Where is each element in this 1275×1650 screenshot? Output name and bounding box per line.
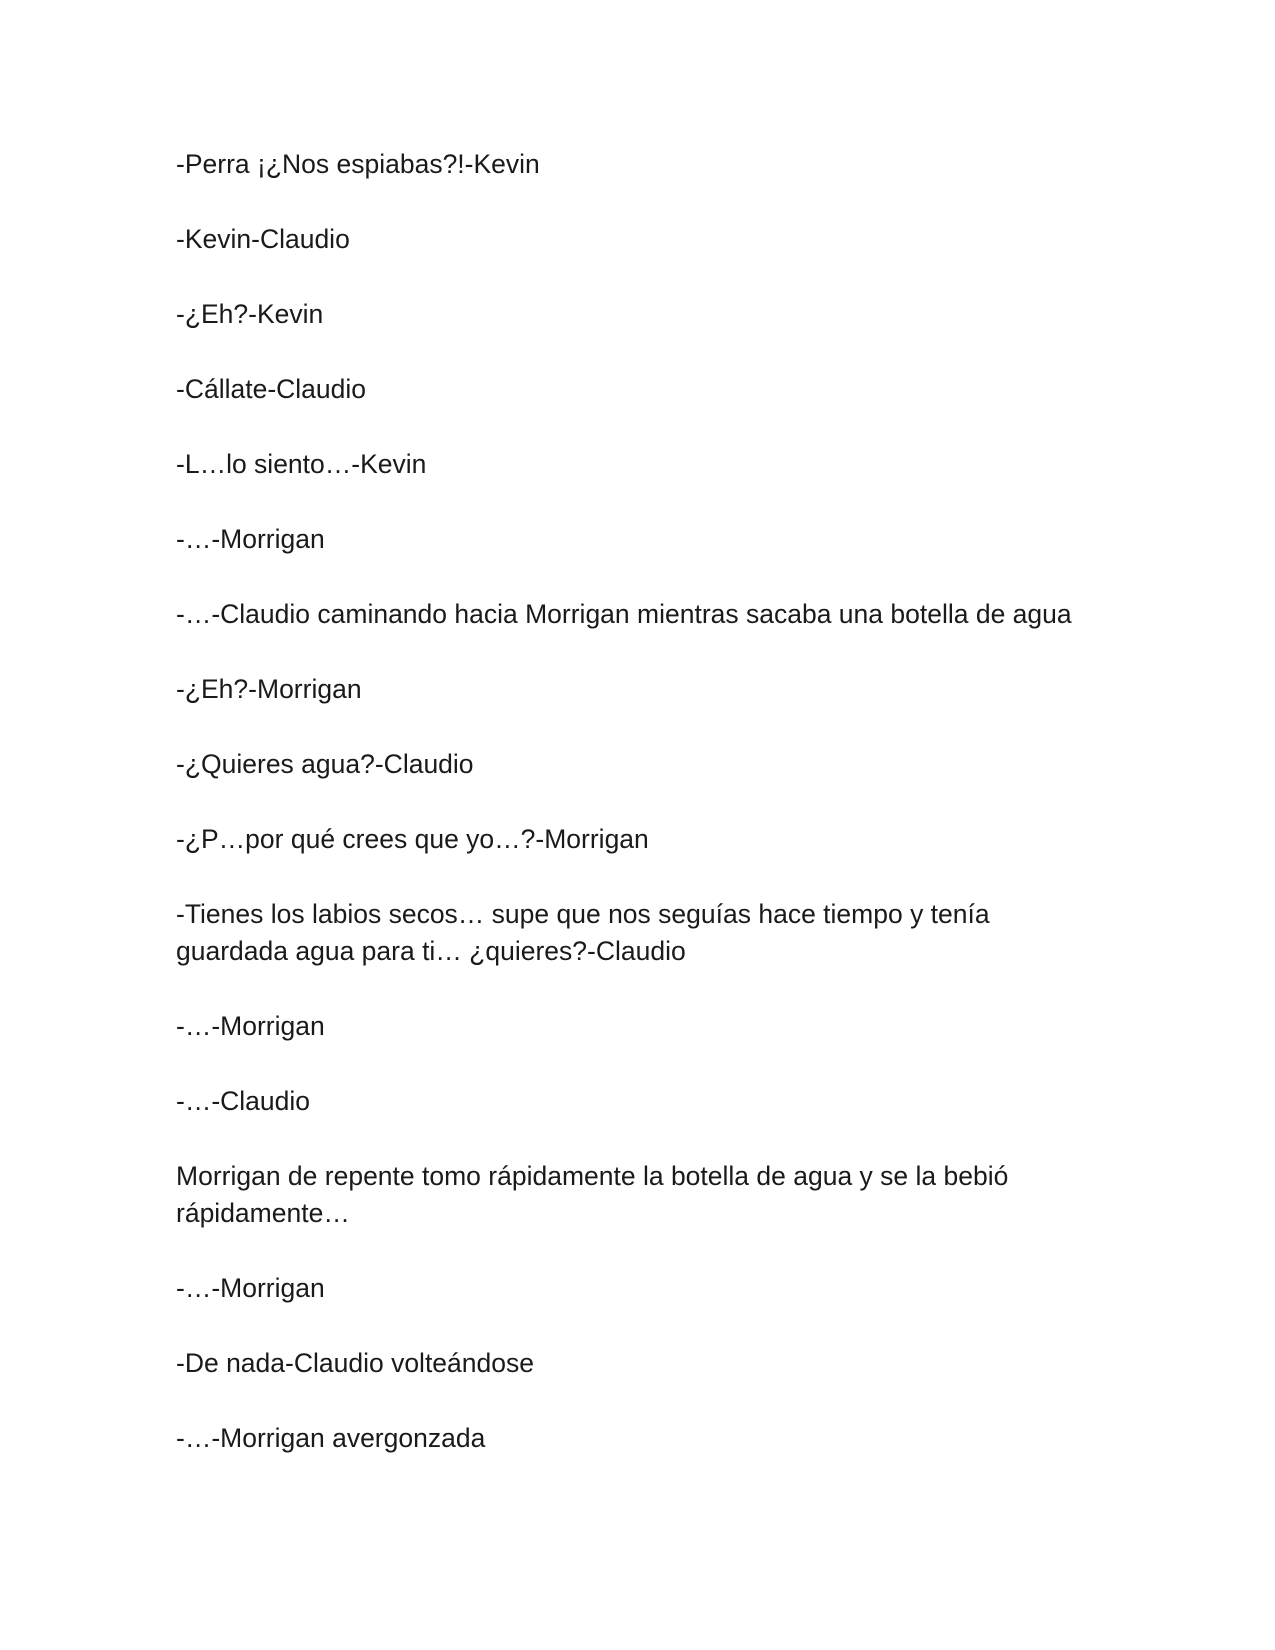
paragraph: -Kevin-Claudio	[176, 224, 350, 254]
paragraph: -…-Claudio caminando hacia Morrigan mientras sacaba una botella de agua	[176, 599, 1072, 629]
paragraph: -Cállate-Claudio	[176, 374, 367, 404]
paragraph: -…-Morrigan	[176, 1273, 325, 1303]
paragraph: Morrigan de repente tomo rápidamente la botella de agua y se la bebió rápidamente…	[176, 1161, 1009, 1228]
paragraph: -…-Claudio	[176, 1086, 311, 1116]
paragraph: -¿Eh?-Morrigan	[176, 674, 362, 704]
paragraph: -Perra ¡¿Nos espiabas?!-Kevin	[176, 149, 540, 179]
paragraph: -¿Eh?-Kevin	[176, 299, 324, 329]
paragraph: -L…lo siento…-Kevin	[176, 449, 427, 479]
paragraph: -Tienes los labios secos… supe que nos seguías hace tiempo y tenía guardada agua para ti… ¿quieres?-Claudio	[176, 899, 990, 966]
paragraph: -De nada-Claudio volteándose	[176, 1348, 534, 1378]
paragraph: -…-Morrigan avergonzada	[176, 1423, 486, 1453]
paragraph: -…-Morrigan	[176, 524, 325, 554]
paragraph: -¿P…por qué crees que yo…?-Morrigan	[176, 824, 649, 854]
paragraph: -¿Quieres agua?-Claudio	[176, 749, 474, 779]
paragraph: -…-Morrigan	[176, 1011, 325, 1041]
document-body	[176, 146, 1076, 1495]
